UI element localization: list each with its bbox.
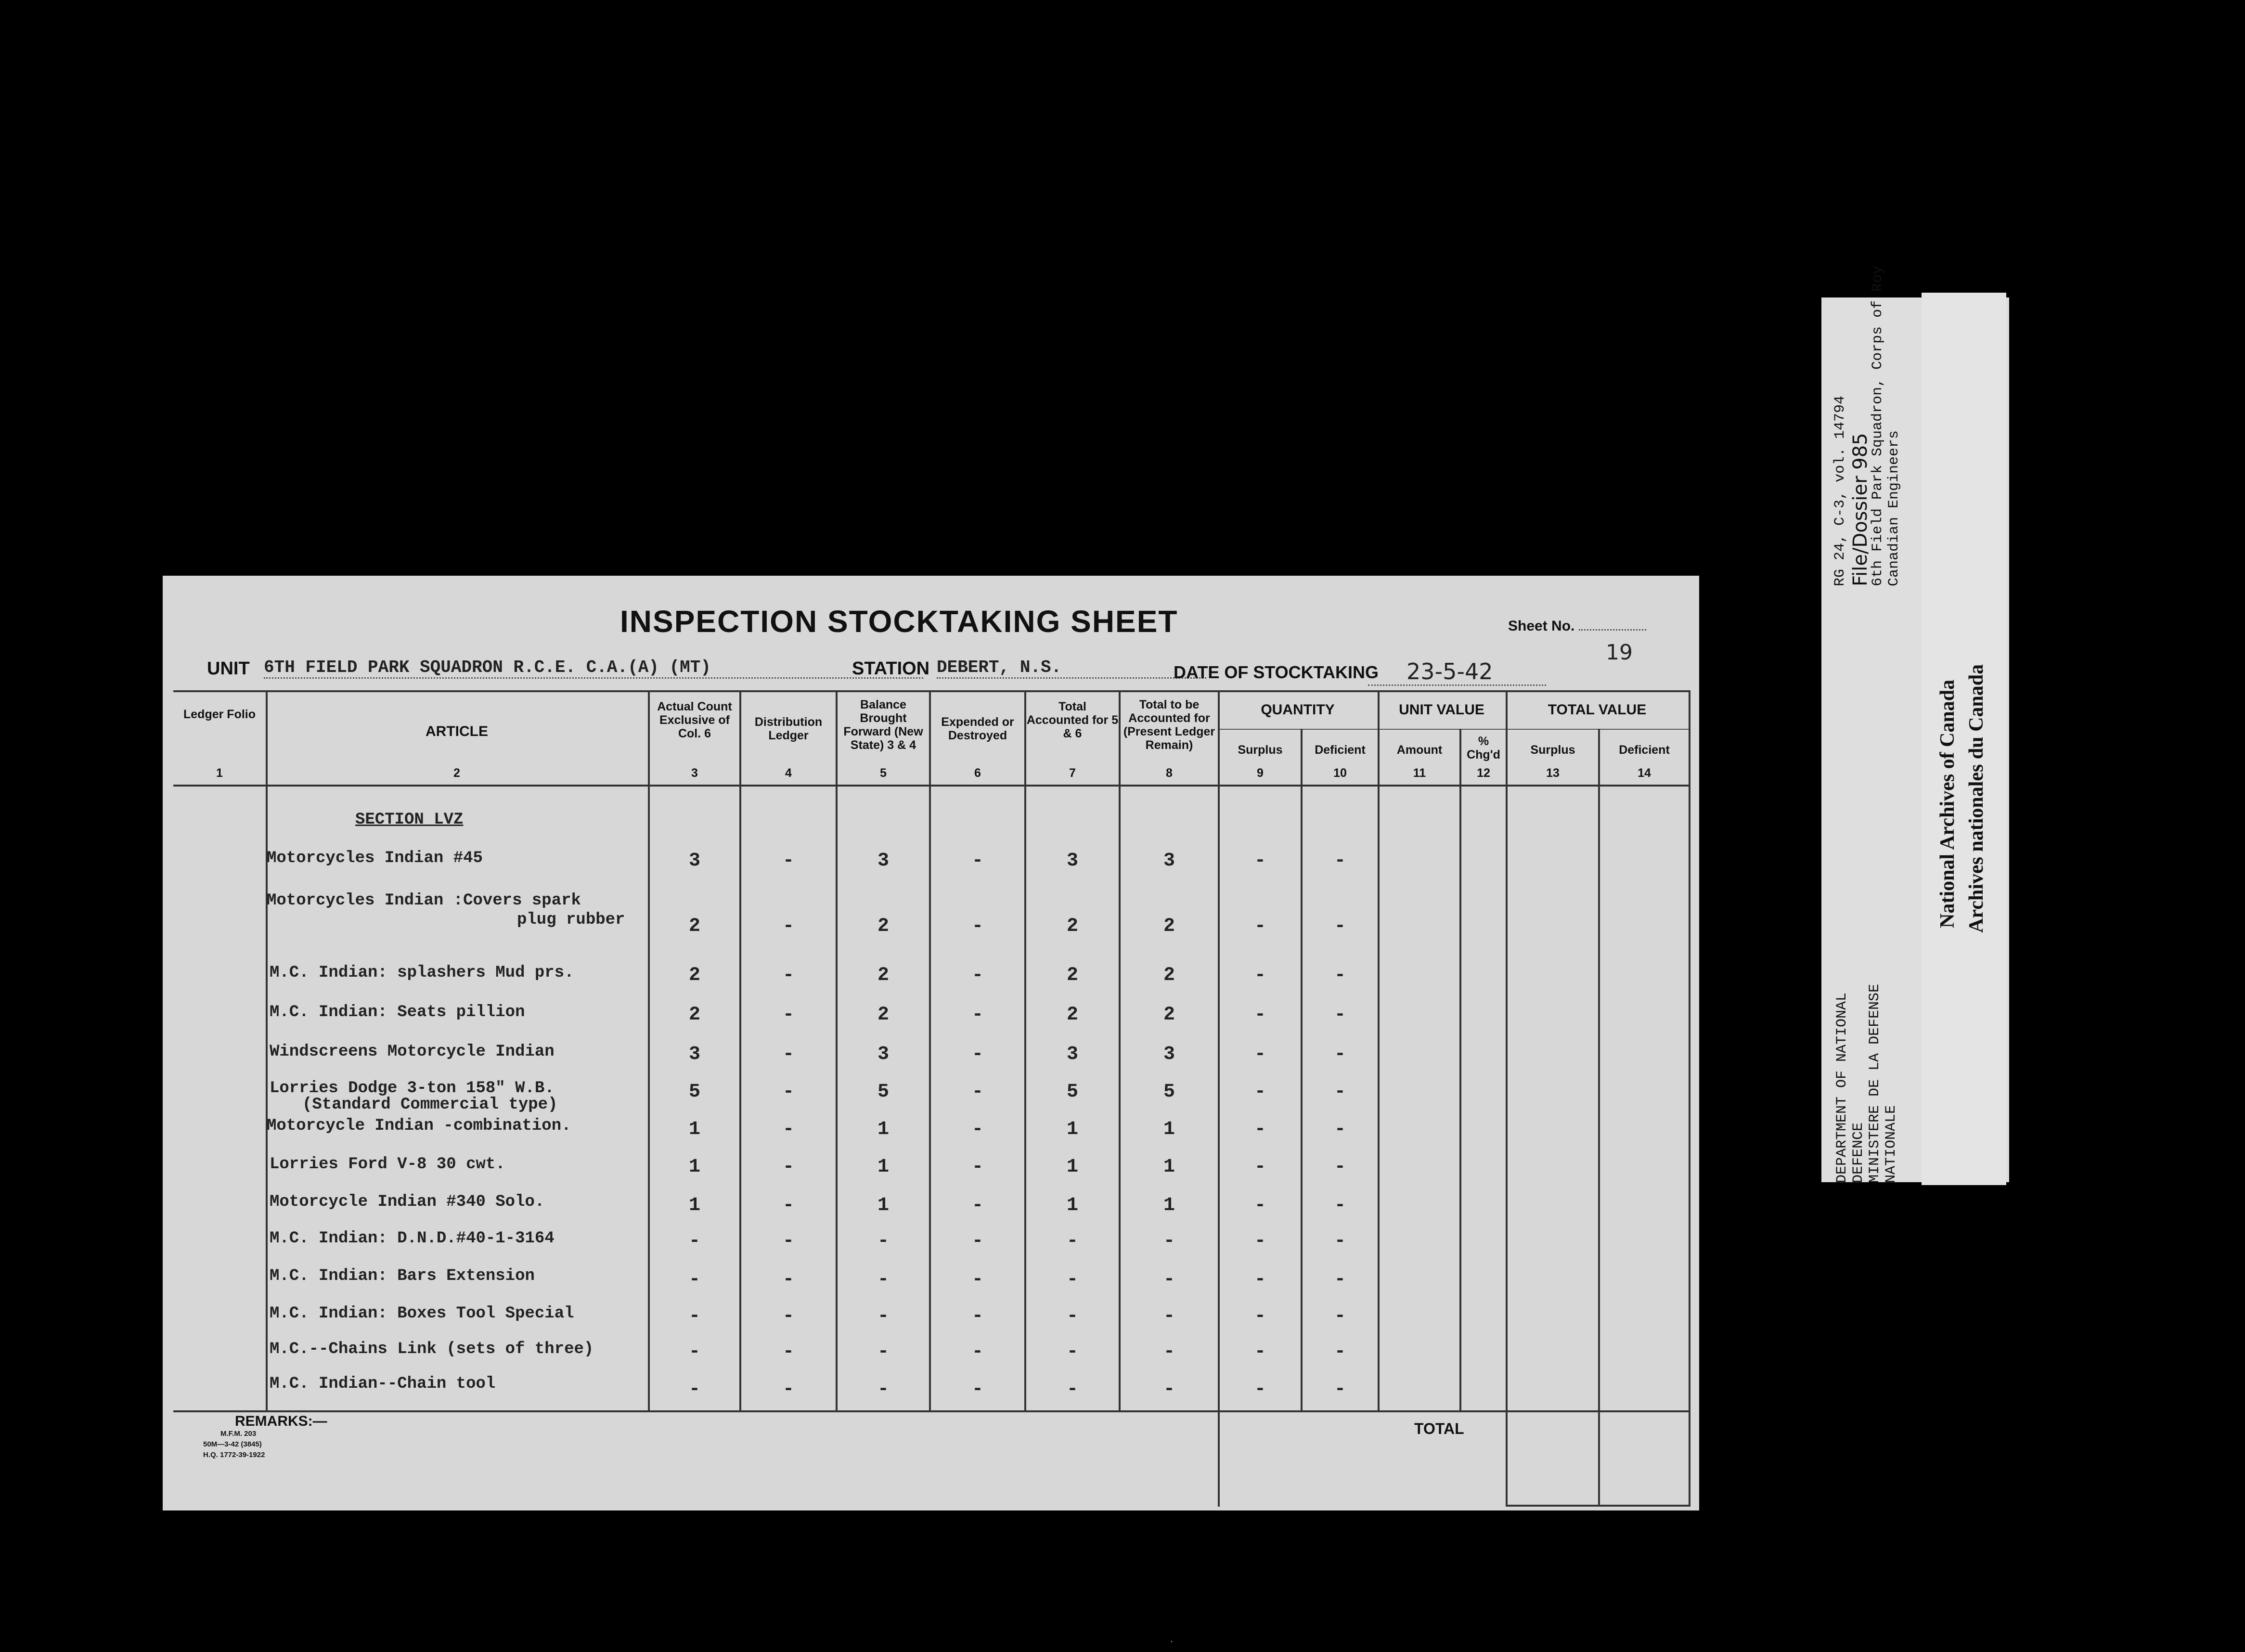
cell-col4: - xyxy=(782,1341,794,1363)
col-head-14: Deficient xyxy=(1619,743,1670,757)
section-heading: SECTION LVZ xyxy=(355,811,464,829)
cell-col6: - xyxy=(971,1305,983,1327)
cell-col10: - xyxy=(1334,1044,1346,1065)
col-head-7: Total Accounted for 5 & 6 xyxy=(1026,700,1119,740)
cell-col10: - xyxy=(1334,1341,1346,1363)
unit-label: UNIT xyxy=(207,658,250,679)
cell-col10: - xyxy=(1334,1230,1346,1252)
cell-col10: - xyxy=(1334,1119,1346,1140)
col-num-3: 3 xyxy=(691,766,698,780)
cell-col3: 2 xyxy=(688,916,700,937)
group-total-value: TOTAL VALUE xyxy=(1548,702,1647,718)
cell-col5: 1 xyxy=(877,1119,889,1140)
cell-col8: - xyxy=(1163,1269,1175,1291)
col-head-6: Expended or Destroyed xyxy=(941,715,1014,742)
archive-stamp-fr: Archives nationales du Canada xyxy=(1965,664,1987,933)
sheet-number-label xyxy=(1508,618,1646,634)
cell-col7: 2 xyxy=(1066,965,1078,986)
cell-col9: - xyxy=(1254,1305,1266,1327)
col-num-9: 9 xyxy=(1257,766,1264,780)
cell-col3: 1 xyxy=(688,1195,700,1216)
group-unit-value: UNIT VALUE xyxy=(1399,702,1484,718)
cell-col7: - xyxy=(1066,1305,1078,1327)
department-line-4: NATIONALE xyxy=(1883,1105,1899,1183)
cell-col4: - xyxy=(782,1305,794,1327)
cell-col5: 1 xyxy=(877,1195,889,1216)
cell-col9: - xyxy=(1254,916,1266,937)
col-num-11: 11 xyxy=(1413,766,1426,780)
article-text: M.C.--Chains Link (sets of three) xyxy=(270,1340,594,1358)
cell-col5: - xyxy=(877,1230,889,1252)
cell-col7: - xyxy=(1066,1379,1078,1400)
total-label: TOTAL xyxy=(1414,1420,1464,1437)
cell-col9: - xyxy=(1254,1269,1266,1291)
cell-col3: - xyxy=(688,1269,700,1291)
cell-col7: - xyxy=(1066,1230,1078,1252)
article-text: Motorcycle Indian #340 Solo. xyxy=(270,1193,545,1211)
date-label: DATE OF STOCKTAKING xyxy=(1174,662,1379,682)
cell-col8: 5 xyxy=(1163,1081,1175,1103)
cell-col3: - xyxy=(688,1379,700,1400)
form-line-3: H.Q. 1772-39-1922 xyxy=(203,1451,265,1459)
cell-col6: - xyxy=(971,1269,983,1291)
col-head-10: Deficient xyxy=(1315,743,1366,757)
cell-col6: - xyxy=(971,1044,983,1065)
cell-col5: - xyxy=(877,1269,889,1291)
col-num-14: 14 xyxy=(1638,766,1651,780)
cell-col10: - xyxy=(1334,916,1346,937)
cell-col8: - xyxy=(1163,1230,1175,1252)
form-line-1: M.F.M. 203 xyxy=(220,1430,257,1438)
article-text-2: plug rubber xyxy=(517,911,625,929)
cell-col4: - xyxy=(782,1156,794,1178)
cell-col4: - xyxy=(782,1379,794,1400)
remarks-label: REMARKS:— xyxy=(235,1413,327,1429)
cell-col5: - xyxy=(877,1341,889,1363)
cell-col5: 5 xyxy=(877,1081,889,1103)
cell-col5: 1 xyxy=(877,1156,889,1178)
cell-col6: - xyxy=(971,1195,983,1216)
station-label: STATION xyxy=(852,658,930,679)
sheet-no-label: Sheet No. xyxy=(1508,618,1575,634)
cell-col8: - xyxy=(1163,1341,1175,1363)
cell-col9: - xyxy=(1254,1195,1266,1216)
cell-col3: 5 xyxy=(688,1081,700,1103)
col-head-3: Actual Count Exclusive of Col. 6 xyxy=(657,700,732,740)
article-text: M.C. Indian: Seats pillion xyxy=(270,1003,525,1021)
col-head-12: % Chg'd xyxy=(1467,735,1500,761)
col-head-5: Balance Brought Forward (New State) 3 & 4 xyxy=(843,698,923,752)
cell-col4: - xyxy=(782,1004,794,1026)
col-num-8: 8 xyxy=(1166,766,1173,780)
cell-col8: 3 xyxy=(1163,1044,1175,1065)
cell-col3: 2 xyxy=(688,1004,700,1026)
archive-ref-line-3: 6th Field Park Squadron, Corps of Roy xyxy=(1870,265,1886,586)
sheet-number-value: 19 xyxy=(1606,640,1633,665)
cell-col7: 5 xyxy=(1066,1081,1078,1103)
cell-col7: - xyxy=(1066,1269,1078,1291)
col-num-4: 4 xyxy=(785,766,792,780)
col-head-1: Ledger Folio xyxy=(183,708,256,721)
scan-speck: · xyxy=(1170,1635,1174,1648)
cell-col8: 3 xyxy=(1163,850,1175,872)
cell-col7: 1 xyxy=(1066,1195,1078,1216)
cell-col6: - xyxy=(971,1230,983,1252)
cell-col6: - xyxy=(971,1081,983,1103)
archive-ref-line-4: Canadian Engineers xyxy=(1886,430,1902,586)
article-text: Lorries Ford V-8 30 cwt. xyxy=(270,1155,505,1174)
cell-col10: - xyxy=(1334,850,1346,872)
sheet-title: INSPECTION STOCKTAKING SHEET xyxy=(620,604,1178,639)
unit-value: 6TH FIELD PARK SQUADRON R.C.E. C.A.(A) (MT) xyxy=(264,658,923,679)
sheet-no-dots xyxy=(1579,629,1646,631)
cell-col5: 2 xyxy=(877,916,889,937)
cell-col5: 2 xyxy=(877,1004,889,1026)
cell-col7: 3 xyxy=(1066,1044,1078,1065)
cell-col8: - xyxy=(1163,1379,1175,1400)
cell-col10: - xyxy=(1334,1269,1346,1291)
cell-col6: - xyxy=(971,1156,983,1178)
department-line-1: DEPARTMENT OF NATIONAL xyxy=(1834,992,1850,1183)
article-text: M.C. Indian: D.N.D.#40-1-3164 xyxy=(270,1229,555,1248)
cell-col4: - xyxy=(782,1230,794,1252)
col-head-8: Total to be Accounted for (Present Ledger Remain) xyxy=(1123,698,1215,752)
col-head-11: Amount xyxy=(1396,743,1443,757)
cell-col5: 3 xyxy=(877,1044,889,1065)
cell-col9: - xyxy=(1254,1156,1266,1178)
article-text: M.C. Indian: Boxes Tool Special xyxy=(270,1304,574,1323)
date-value: 23-5-42 xyxy=(1368,658,1546,686)
cell-col9: - xyxy=(1254,1044,1266,1065)
cell-col7: - xyxy=(1066,1341,1078,1363)
article-text: Lorries Dodge 3-ton 158" W.B. xyxy=(270,1079,555,1097)
cell-col6: - xyxy=(971,916,983,937)
cell-col4: - xyxy=(782,1195,794,1216)
station-value: DEBERT, N.S. xyxy=(937,658,1206,679)
col-head-2: ARTICLE xyxy=(426,723,488,739)
cell-col3: 2 xyxy=(688,965,700,986)
cell-col8: 1 xyxy=(1163,1195,1175,1216)
col-num-2: 2 xyxy=(453,766,460,780)
cell-col4: - xyxy=(782,1269,794,1291)
col-num-1: 1 xyxy=(216,766,223,780)
cell-col8: 1 xyxy=(1163,1156,1175,1178)
cell-col5: - xyxy=(877,1379,889,1400)
cell-col8: 2 xyxy=(1163,1004,1175,1026)
cell-col4: - xyxy=(782,1081,794,1103)
cell-col3: 1 xyxy=(688,1156,700,1178)
cell-col4: - xyxy=(782,965,794,986)
cell-col9: - xyxy=(1254,965,1266,986)
cell-col6: - xyxy=(971,1119,983,1140)
cell-col10: - xyxy=(1334,1156,1346,1178)
cell-col10: - xyxy=(1334,1004,1346,1026)
article-text: M.C. Indian: splashers Mud prs. xyxy=(270,964,574,982)
article-text: Motorcycle Indian -combination. xyxy=(267,1117,571,1135)
cell-col9: - xyxy=(1254,1081,1266,1103)
cell-col10: - xyxy=(1334,965,1346,986)
archive-ref-line-1: RG 24, C-3, vol. 14794 xyxy=(1832,395,1848,586)
article-text: M.C. Indian--Chain tool xyxy=(270,1375,496,1393)
cell-col5: 3 xyxy=(877,850,889,872)
archive-stamp xyxy=(1922,293,2006,1185)
cell-col9: - xyxy=(1254,1004,1266,1026)
cell-col3: - xyxy=(688,1230,700,1252)
cell-col8: 2 xyxy=(1163,965,1175,986)
cell-col4: - xyxy=(782,850,794,872)
col-num-13: 13 xyxy=(1546,766,1560,780)
cell-col8: 2 xyxy=(1163,916,1175,937)
col-head-9: Surplus xyxy=(1238,743,1283,757)
col-num-7: 7 xyxy=(1069,766,1076,780)
cell-col10: - xyxy=(1334,1305,1346,1327)
cell-col7: 2 xyxy=(1066,916,1078,937)
archive-stamp-en: National Archives of Canada xyxy=(1936,679,1959,928)
cell-col10: - xyxy=(1334,1379,1346,1400)
department-line-2: DEFENCE xyxy=(1850,1122,1867,1183)
col-num-6: 6 xyxy=(974,766,981,780)
cell-col7: 1 xyxy=(1066,1119,1078,1140)
cell-col7: 1 xyxy=(1066,1156,1078,1178)
article-text: M.C. Indian: Bars Extension xyxy=(270,1267,535,1285)
group-quantity: QUANTITY xyxy=(1261,702,1335,718)
cell-col9: - xyxy=(1254,1341,1266,1363)
cell-col6: - xyxy=(971,1341,983,1363)
cell-col4: - xyxy=(782,1044,794,1065)
cell-col4: - xyxy=(782,916,794,937)
cell-col6: - xyxy=(971,850,983,872)
col-num-12: 12 xyxy=(1477,766,1490,780)
article-text: Motorcycles Indian :Covers spark xyxy=(267,891,581,910)
cell-col9: - xyxy=(1254,850,1266,872)
cell-col6: - xyxy=(971,1379,983,1400)
col-head-4: Distribution Ledger xyxy=(754,715,823,742)
col-num-5: 5 xyxy=(880,766,887,780)
stocktaking-sheet xyxy=(163,576,1699,1510)
cell-col9: - xyxy=(1254,1379,1266,1400)
cell-col7: 3 xyxy=(1066,850,1078,872)
cell-col10: - xyxy=(1334,1195,1346,1216)
cell-col6: - xyxy=(971,965,983,986)
cell-col3: 3 xyxy=(688,850,700,872)
cell-col3: 3 xyxy=(688,1044,700,1065)
cell-col9: - xyxy=(1254,1230,1266,1252)
cell-col8: 1 xyxy=(1163,1119,1175,1140)
cell-col3: - xyxy=(688,1341,700,1363)
cell-col3: 1 xyxy=(688,1119,700,1140)
archive-ref-line-2: File/Dossier 985 xyxy=(1849,433,1871,586)
cell-col8: - xyxy=(1163,1305,1175,1327)
article-text-2: (Standard Commercial type) xyxy=(302,1096,558,1114)
department-line-3: MINISTERE DE LA DEFENSE xyxy=(1867,983,1883,1183)
article-text: Motorcycles Indian #45 xyxy=(267,849,483,867)
cell-col7: 2 xyxy=(1066,1004,1078,1026)
cell-col5: - xyxy=(877,1305,889,1327)
cell-col10: - xyxy=(1334,1081,1346,1103)
col-num-10: 10 xyxy=(1333,766,1347,780)
cell-col6: - xyxy=(971,1004,983,1026)
form-line-2: 50M—3-42 (3845) xyxy=(203,1440,262,1448)
article-text: Windscreens Motorcycle Indian xyxy=(270,1043,555,1061)
col-head-13: Surplus xyxy=(1530,743,1575,757)
cell-col5: 2 xyxy=(877,965,889,986)
cell-col3: - xyxy=(688,1305,700,1327)
cell-col9: - xyxy=(1254,1119,1266,1140)
cell-col4: - xyxy=(782,1119,794,1140)
